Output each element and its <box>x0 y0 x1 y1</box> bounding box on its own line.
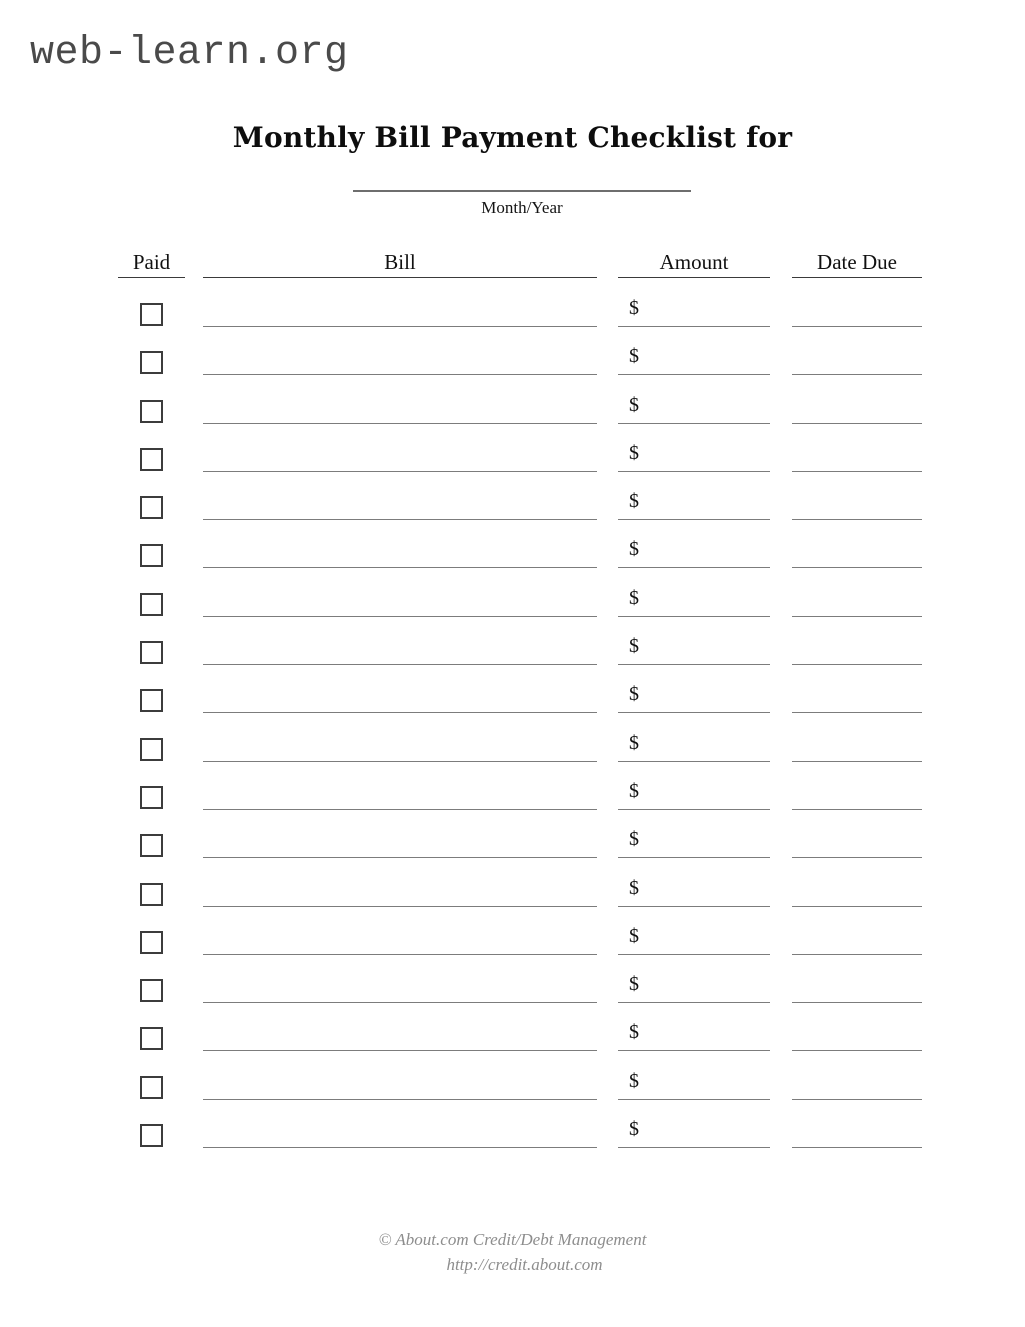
bill-name-field[interactable] <box>203 924 597 955</box>
bill-name-field[interactable] <box>203 586 597 617</box>
currency-symbol: $ <box>629 538 639 561</box>
paid-checkbox[interactable] <box>140 544 163 567</box>
bill-name-field[interactable] <box>203 296 597 327</box>
currency-symbol: $ <box>629 586 639 609</box>
amount-field[interactable] <box>618 537 770 568</box>
bill-name-field[interactable] <box>203 682 597 713</box>
table-row <box>0 393 1025 441</box>
table-row <box>0 876 1025 924</box>
bill-name-field[interactable] <box>203 441 597 472</box>
date-due-field[interactable] <box>792 489 922 520</box>
amount-field[interactable] <box>618 924 770 955</box>
bill-name-field[interactable] <box>203 1020 597 1051</box>
table-row <box>0 1020 1025 1068</box>
date-due-field[interactable] <box>792 296 922 327</box>
currency-symbol: $ <box>629 683 639 706</box>
date-due-field[interactable] <box>792 682 922 713</box>
currency-symbol: $ <box>629 924 639 947</box>
bill-name-field[interactable] <box>203 731 597 762</box>
column-header-bill: Bill <box>203 251 597 278</box>
footer-copyright: © About.com Credit/Debt Management <box>378 1230 647 1249</box>
bill-name-field[interactable] <box>203 779 597 810</box>
bill-name-field[interactable] <box>203 876 597 907</box>
date-due-field[interactable] <box>792 779 922 810</box>
paid-checkbox[interactable] <box>140 351 163 374</box>
date-due-field[interactable] <box>792 393 922 424</box>
amount-field[interactable] <box>618 972 770 1003</box>
column-header-date-due: Date Due <box>792 251 922 278</box>
footer-url: http://credit.about.com <box>446 1254 603 1274</box>
bill-name-field[interactable] <box>203 972 597 1003</box>
currency-symbol: $ <box>629 345 639 368</box>
table-row <box>0 731 1025 779</box>
currency-symbol: $ <box>629 297 639 319</box>
table-row <box>0 779 1025 827</box>
column-header-amount: Amount <box>618 251 770 278</box>
amount-field[interactable] <box>618 731 770 762</box>
amount-field[interactable] <box>618 827 770 858</box>
date-due-field[interactable] <box>792 634 922 665</box>
month-year-input-rule[interactable] <box>353 190 691 192</box>
amount-field[interactable] <box>618 441 770 472</box>
currency-symbol: $ <box>629 1069 639 1092</box>
bill-name-field[interactable] <box>203 634 597 665</box>
currency-symbol: $ <box>629 779 639 802</box>
table-row <box>0 1117 1025 1165</box>
table-row <box>0 296 1025 344</box>
table-row <box>0 1069 1025 1117</box>
bill-name-field[interactable] <box>203 827 597 858</box>
paid-checkbox[interactable] <box>140 448 163 471</box>
currency-symbol: $ <box>629 393 639 416</box>
amount-field[interactable] <box>618 489 770 520</box>
amount-field[interactable] <box>618 682 770 713</box>
amount-field[interactable] <box>618 876 770 907</box>
table-row <box>0 634 1025 682</box>
date-due-field[interactable] <box>792 1020 922 1051</box>
paid-checkbox[interactable] <box>140 738 163 761</box>
bill-name-field[interactable] <box>203 1117 597 1148</box>
paid-checkbox[interactable] <box>140 689 163 712</box>
currency-symbol: $ <box>629 441 639 464</box>
site-watermark: web-learn.org <box>30 31 349 76</box>
column-header-paid: Paid <box>118 251 185 278</box>
paid-checkbox[interactable] <box>140 303 163 326</box>
checklist-rows <box>0 296 1025 1165</box>
currency-symbol: $ <box>629 1021 639 1044</box>
date-due-field[interactable] <box>792 537 922 568</box>
date-due-field[interactable] <box>792 972 922 1003</box>
bill-name-field[interactable] <box>203 537 597 568</box>
paid-checkbox[interactable] <box>140 641 163 664</box>
date-due-field[interactable] <box>792 1117 922 1148</box>
currency-symbol: $ <box>629 876 639 899</box>
paid-checkbox[interactable] <box>140 883 163 906</box>
currency-symbol: $ <box>629 635 639 658</box>
paid-checkbox[interactable] <box>140 834 163 857</box>
amount-field[interactable] <box>618 1117 770 1148</box>
date-due-field[interactable] <box>792 441 922 472</box>
currency-symbol: $ <box>629 828 639 851</box>
date-due-field[interactable] <box>792 1069 922 1100</box>
month-year-field <box>353 190 691 218</box>
page-title: Monthly Bill Payment Checklist for <box>232 121 793 154</box>
table-row <box>0 344 1025 392</box>
paid-checkbox[interactable] <box>140 400 163 423</box>
paid-checkbox[interactable] <box>140 931 163 954</box>
table-row <box>0 489 1025 537</box>
date-due-field[interactable] <box>792 924 922 955</box>
table-row <box>0 537 1025 585</box>
table-row <box>0 827 1025 875</box>
date-due-field[interactable] <box>792 344 922 375</box>
paid-checkbox[interactable] <box>140 1124 163 1147</box>
amount-field[interactable] <box>618 779 770 810</box>
bill-name-field[interactable] <box>203 393 597 424</box>
table-row <box>0 682 1025 730</box>
paid-checkbox[interactable] <box>140 593 163 616</box>
bill-name-field[interactable] <box>203 489 597 520</box>
paid-checkbox[interactable] <box>140 1076 163 1099</box>
paid-checkbox[interactable] <box>140 1027 163 1050</box>
date-due-field[interactable] <box>792 586 922 617</box>
currency-symbol: $ <box>629 973 639 996</box>
paid-checkbox[interactable] <box>140 786 163 809</box>
currency-symbol: $ <box>629 731 639 754</box>
currency-symbol: $ <box>629 490 639 513</box>
amount-field[interactable] <box>618 586 770 617</box>
date-due-field[interactable] <box>792 827 922 858</box>
amount-field[interactable] <box>618 1069 770 1100</box>
amount-field[interactable] <box>618 393 770 424</box>
date-due-field[interactable] <box>792 876 922 907</box>
table-row <box>0 924 1025 972</box>
date-due-field[interactable] <box>792 731 922 762</box>
bill-name-field[interactable] <box>203 344 597 375</box>
amount-field[interactable] <box>618 634 770 665</box>
table-row <box>0 441 1025 489</box>
paid-checkbox[interactable] <box>140 496 163 519</box>
paid-checkbox[interactable] <box>140 979 163 1002</box>
amount-field[interactable] <box>618 1020 770 1051</box>
table-row <box>0 972 1025 1020</box>
month-year-label: Month/Year <box>481 198 563 217</box>
currency-symbol: $ <box>629 1118 639 1141</box>
amount-field[interactable] <box>618 344 770 375</box>
bill-name-field[interactable] <box>203 1069 597 1100</box>
amount-field[interactable] <box>618 296 770 327</box>
footer <box>0 1228 1025 1277</box>
table-row <box>0 586 1025 634</box>
